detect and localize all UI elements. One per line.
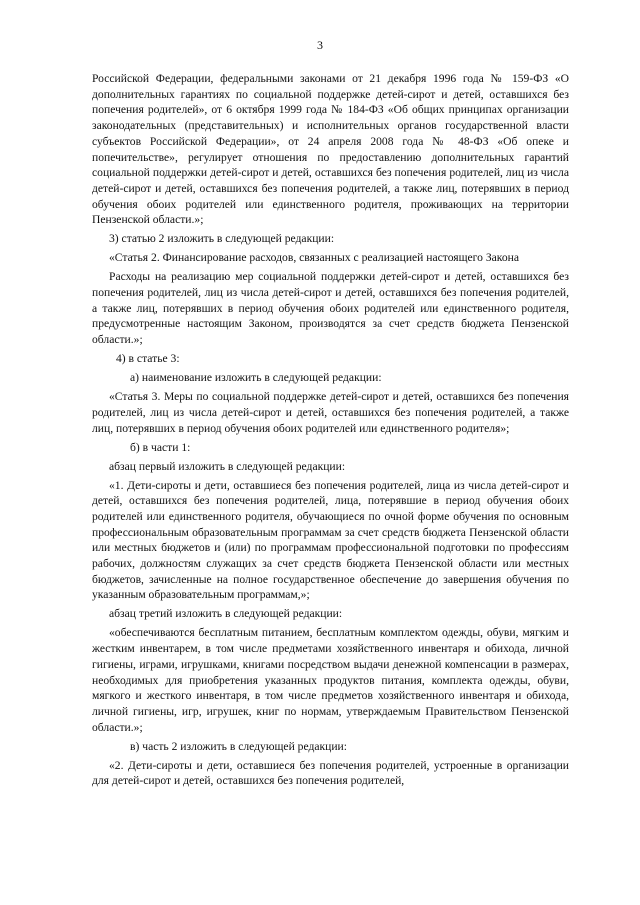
paragraph-article-3-title: «Статья 3. Меры по социальной поддержке детей-сирот и детей, оставшихся без попечения родителей, лиц из числа детей-сирот и детей, оставшихся без попечения родителей, а также лиц, потерявших в период обучения обоих родителей или единственного родителя»;	[92, 390, 569, 435]
paragraph-article-2-title: «Статья 2. Финансирование расходов, связанных с реализацией настоящего Закона	[109, 251, 519, 265]
paragraph-subitem-b: б) в части 1:	[130, 440, 191, 454]
paragraph-item-3: 3) статью 2 изложить в следующей редакции:	[109, 232, 335, 246]
paragraph-preamble-continuation: Российской Федерации, федеральными законами от 21 декабря 1996 года № 159-ФЗ «О дополнительных гарантиях по социальной поддержке детей-сирот и детей, оставшихся без попечения родителей», от 6 октября 1999 года № 184-ФЗ «Об общих принципах организации законодательных (представительных) и исполнительных органов государственной власти субъектов Российской Федерации», от 24 апреля 2008 года № 48-ФЗ «Об опеке и попечительстве», регулирует отношения по предоставлению дополнительных гарантий социальной поддержки детей-сирот и детей, оставшихся без попечения родителей, лиц из числа детей-сирот и детей, оставшихся без попечения родителей, а также лиц, потерявших в период обучения обоих родителей или единственного родителя, проживающих на территории Пензенской области.»;	[92, 72, 569, 227]
paragraph-subitem-a: а) наименование изложить в следующей редакции:	[130, 371, 382, 385]
paragraph-part-1-text: «1. Дети-сироты и дети, оставшиеся без попечения родителей, лица из числа детей-сирот и детей, оставшихся без попечения родителей, лица, потерявшие в период обучения обоих родителей или единственного родителя, обучающиеся по очной форме обучения по основным профессиональным образовательным программам за счет средств бюджета Пензенской области или местных бюджетов и (или) по программам профессиональной подготовки по профессиям рабочих, должностям служащих за счет средств бюджета Пензенской области или местных бюджетов, зачисленные на полное государственное обеспечение до завершения обучения по указанным образовательным программам,»;	[92, 478, 569, 602]
paragraph-first-abzac-heading: абзац первый изложить в следующей редакции:	[109, 459, 346, 473]
document-body	[92, 71, 569, 792]
paragraph-part-2-text: «2. Дети-сироты и дети, оставшиеся без попечения родителей, устроенные в организации для детей-сирот и детей, оставшихся без попечения родителей,	[92, 758, 569, 788]
paragraph-subitem-v: в) часть 2 изложить в следующей редакции:	[130, 739, 347, 753]
paragraph-item-4: 4) в статье 3:	[116, 352, 180, 366]
page-number: 3	[317, 38, 323, 52]
paragraph-third-abzac-text: «обеспечиваются бесплатным питанием, бесплатным комплектом одежды, обуви, мягким и жестким инвентарем, в том числе предметами хозяйственного инвентаря и обихода, личной гигиены, играми, игрушками, книгами посредством выдачи денежной компенсации в размерах, необходимых для приобретения указанных продуктов питания, комплекта одежды, обуви, мягкого и жесткого инвентаря, в том числе предметов хозяйственного инвентаря и обихода, личной гигиены, игр, игрушек, книг по нормам, утверждаемым Правительством Пензенской области.»;	[92, 626, 569, 734]
paragraph-article-2-body: Расходы на реализацию мер социальной поддержки детей-сирот и детей, оставшихся без попечения родителей, лиц из числа детей-сирот и детей, оставшихся без попечения родителей, а также лиц, потерявших в период обучения обоих родителей или единственного родителя, предусмотренные настоящим Законом, производятся за счет средств бюджета Пензенской области.»;	[92, 270, 569, 347]
paragraph-third-abzac-heading: абзац третий изложить в следующей редакции:	[109, 607, 343, 621]
